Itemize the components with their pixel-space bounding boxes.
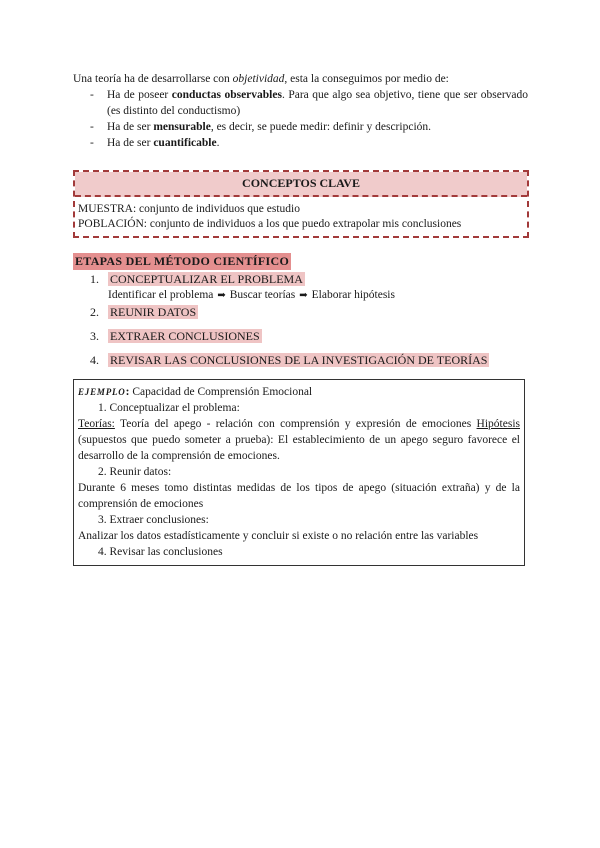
arrow-right-icon: ➡ bbox=[217, 290, 226, 301]
key-concepts-box bbox=[73, 170, 529, 238]
concept-muestra: MUESTRA: conjunto de individuos que estudio bbox=[78, 203, 301, 215]
substep-line: Identificar el problema ➡ Buscar teorías ➡ Elaborar hipótesis bbox=[108, 289, 395, 301]
arrow-right-icon: ➡ bbox=[299, 290, 308, 301]
example-step-4: 4. Revisar las conclusiones bbox=[98, 546, 223, 558]
key-concepts-title: CONCEPTOS CLAVE bbox=[75, 172, 527, 197]
example-step-1: 1. Conceptualizar el problema: bbox=[98, 402, 240, 414]
section-heading: ETAPAS DEL MÉTODO CIENTÍFICO bbox=[75, 254, 290, 268]
list-item: - Ha de ser cuantificable. bbox=[90, 137, 220, 149]
list-item: 3. EXTRAER CONCLUSIONES bbox=[90, 329, 260, 343]
example-step-2-text: Durante 6 meses tomo distintas medidas de los tipos de apego (situación extraña) y de la comprensión de emociones bbox=[78, 482, 520, 510]
list-item: 2. REUNIR DATOS bbox=[90, 305, 197, 319]
example-step-3: 3. Extraer conclusiones: bbox=[98, 514, 209, 526]
example-box bbox=[73, 379, 525, 566]
objetividad-term: objetividad bbox=[232, 73, 285, 85]
concept-poblacion: POBLACIÓN: conjunto de individuos a los que puedo extrapolar mis conclusiones bbox=[78, 218, 462, 230]
example-theories: Teorías: Teoría del apego - relación con comprensión y expresión de emociones Hipótesis (supuestos que puedo someter a prueba): El establecimiento de un apego seguro favorece el desarrollo de la comprensión de emociones. bbox=[78, 418, 520, 462]
requirements-list bbox=[73, 87, 528, 151]
list-item: - Ha de ser mensurable, es decir, se puede medir: definir y descripción. bbox=[90, 121, 432, 133]
list-item: - Ha de poseer conductas observables. Para que algo sea objetivo, tiene que ser observado (es distinto del conductismo) bbox=[90, 89, 529, 117]
example-step-2: 2. Reunir datos: bbox=[98, 466, 172, 478]
intro-lead: Una teoría ha de desarrollarse con objetividad, esta la conseguimos por medio de: bbox=[73, 73, 449, 85]
example-title: EJEMPLO: Capacidad de Comprensión Emocional bbox=[78, 386, 313, 398]
key-concepts-body bbox=[75, 197, 527, 236]
list-item: 4. REVISAR LAS CONCLUSIONES DE LA INVESTIGACIÓN DE TEORÍAS bbox=[90, 353, 488, 367]
list-item: 1. CONCEPTUALIZAR EL PROBLEMA bbox=[90, 272, 303, 286]
method-steps-list bbox=[90, 271, 489, 374]
intro-section bbox=[73, 71, 528, 151]
example-step-3-text: Analizar los datos estadísticamente y concluir si existe o no relación entre las variables bbox=[78, 530, 479, 542]
